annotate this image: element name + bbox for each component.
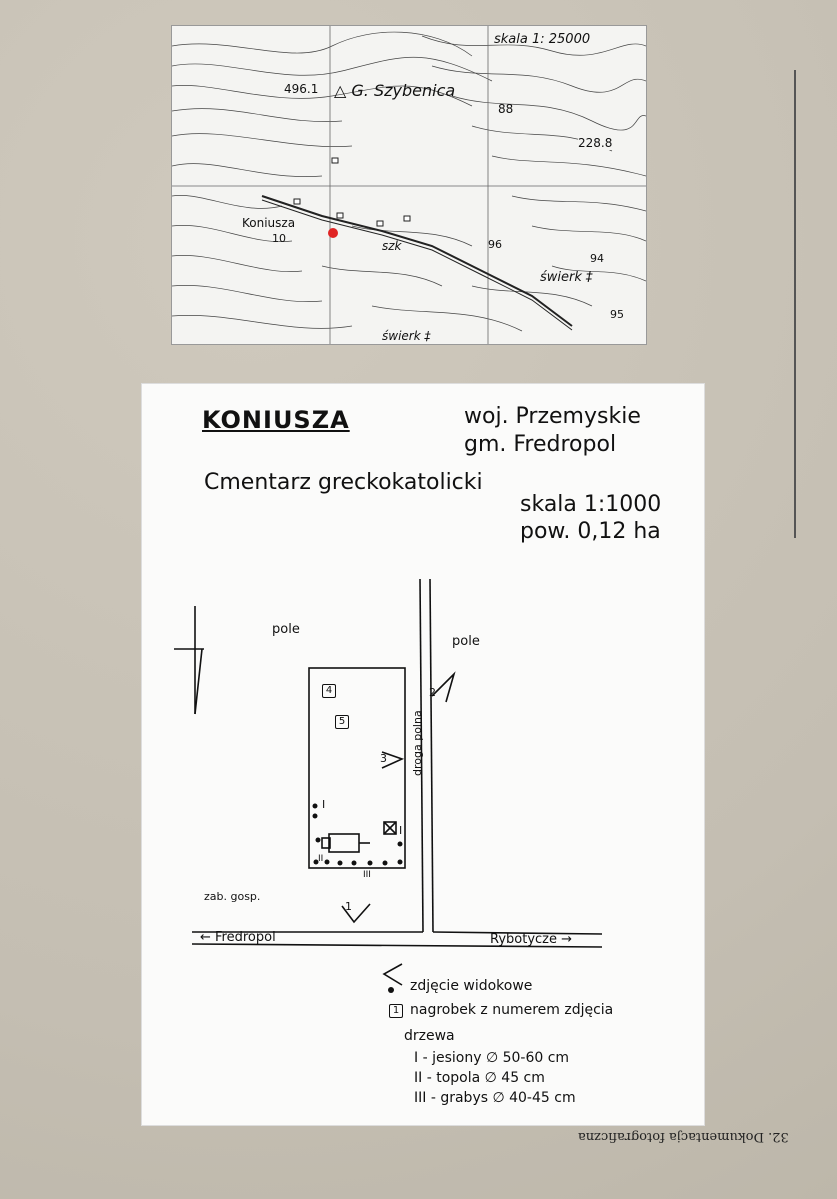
field-road-right (430, 579, 433, 932)
legend-hornbeam: III - grabys ∅ 40-45 cm (414, 1090, 576, 1106)
to-rybotycze: Rybotycze → (490, 932, 573, 947)
peak-name: △ G. Szybenica (334, 81, 456, 100)
spot-95: 95 (610, 308, 624, 321)
to-fredropol: ← Fredropol (200, 930, 276, 945)
farm-buildings-label: zab. gosp. (204, 890, 261, 903)
photo-3-label: 3 (380, 752, 387, 765)
page-footer: 32. Dokumentacja fotograficzna (578, 1129, 789, 1144)
spot-96: 96 (488, 238, 502, 251)
chapel (329, 834, 359, 852)
legend-view-photo: zdjęcie widokowe (410, 978, 533, 994)
village-name: Koniusza (242, 216, 296, 230)
grave-4: 4 (322, 684, 336, 698)
field-right: pole (452, 634, 480, 649)
photo-1-label: 1 (345, 900, 352, 913)
municipality: gm. Fredropol (464, 432, 617, 457)
topographic-map (171, 25, 647, 345)
board-fold-line (794, 70, 796, 538)
swierk-right: świerk ‡ (540, 270, 593, 285)
plan-area: pow. 0,12 ha (520, 519, 661, 544)
spot-94: 94 (590, 252, 604, 265)
map-scale: skala 1: 25000 (494, 32, 591, 47)
legend-trees: drzewa (404, 1028, 455, 1044)
legend-ash: I - jesiony ∅ 50-60 cm (414, 1050, 570, 1066)
school-label: szk (382, 239, 402, 253)
legend-view-symbol (384, 964, 402, 985)
village-number: 10 (272, 232, 286, 245)
tree-label-i-b: I (399, 824, 403, 837)
legend-poplar: II - topola ∅ 45 cm (414, 1070, 545, 1086)
field-left: pole (272, 622, 300, 637)
photo-2-label: 2 (429, 686, 436, 699)
legend-grave: nagrobek z numerem zdjęcia (410, 1002, 614, 1018)
tree-label-iii: III (363, 870, 371, 880)
cemetery-type: Cmentarz greckokatolicki (204, 470, 483, 495)
sheet-title: KONIUSZA (202, 406, 350, 434)
grave-5: 5 (335, 715, 349, 729)
peak-elevation: 496.1 (284, 82, 319, 96)
swierk-bottom: świerk ‡ (382, 329, 431, 343)
cemetery-plan-sheet (141, 383, 705, 1126)
spot-88: 88 (498, 102, 514, 116)
legend-grave-symbol: 1 (389, 1004, 403, 1018)
spot-228: 228.8 (578, 136, 613, 150)
tree-label-i-a: I (322, 798, 326, 811)
tree-label-ii: II (318, 854, 324, 864)
plan-scale: skala 1:1000 (520, 492, 662, 517)
voivodeship: woj. Przemyskie (464, 404, 641, 429)
cemetery-location-marker (328, 228, 338, 238)
map-contours (172, 26, 646, 344)
road-label: droga polna (411, 710, 424, 776)
tree-dots (313, 804, 403, 994)
